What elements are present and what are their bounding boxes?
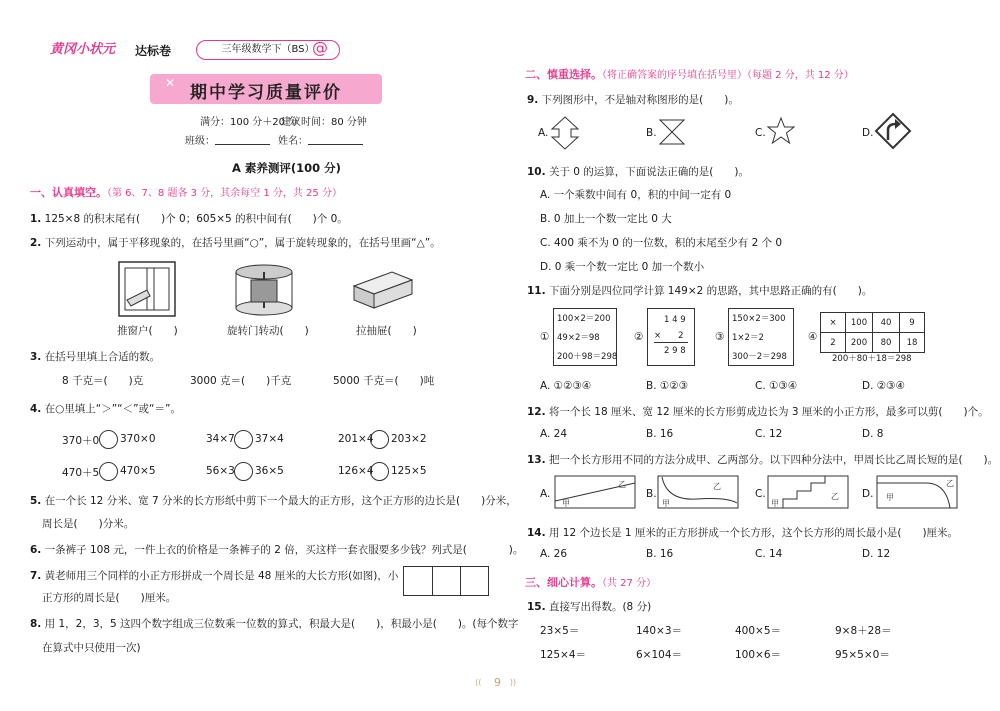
q10-option-c[interactable]: C. 400 乘不为 0 的一位数，积的末尾至少有 2 个 0	[540, 237, 783, 249]
calc-line: 1×2＝2	[732, 333, 764, 343]
grid-cell: 80	[873, 333, 900, 353]
calc-item[interactable]: 125×4＝	[540, 649, 587, 661]
section-1-title: 一、认真填空。（第 6、7、8 题各 3 分，其余每空 1 分，共 25 分）	[30, 186, 342, 199]
spiral-icon: @	[312, 38, 328, 57]
window-illustration	[117, 260, 177, 318]
q4-expr: 125×5	[391, 465, 427, 477]
compare-circle[interactable]	[370, 462, 389, 481]
compare-circle[interactable]	[234, 430, 253, 449]
page-number-decoration: ⟩⟩	[510, 678, 517, 687]
label-jia: 甲	[562, 499, 570, 508]
q13-figure-b	[657, 475, 739, 509]
square-divider	[460, 567, 461, 595]
section-2-title: 二、慎重选择。（将正确答案的序号填在括号里）（每题 2 分，共 12 分）	[525, 68, 854, 81]
grid-cell: ×	[821, 313, 846, 333]
title-banner	[150, 74, 382, 104]
double-arrow-shape	[550, 115, 580, 151]
method-2-number: ②	[634, 331, 644, 343]
question-13: 13. 把一个长方形用不同的方法分成甲、乙两部分。以下四种分法中，甲周长比乙周长短的是( )。	[527, 454, 999, 466]
q12-option-c[interactable]: C. 12	[755, 428, 783, 440]
q12-option-b[interactable]: B. 16	[646, 428, 674, 440]
q4-expr: 203×2	[391, 433, 427, 445]
calc-line: 200＋98＝298	[557, 352, 618, 362]
q4-expr: 126×4	[338, 465, 374, 477]
label-yi: 乙	[618, 480, 626, 489]
question-8: 8. 用 1，2，3，5 这四个数字组成三位数乘一位数的算式，积最大是( )，积最小是( )。(每个数字	[30, 618, 519, 630]
method-4-number: ④	[808, 331, 818, 343]
grade-label: 三年级数学下（BS）	[196, 40, 340, 60]
method-1-card	[553, 308, 617, 366]
calc-rule	[654, 342, 688, 343]
q10-option-d[interactable]: D. 0 乘一个数一定比 0 加一个数小	[540, 261, 705, 273]
q13-option-a[interactable]: A.	[540, 488, 551, 500]
question-8-cont: 在算式中只使用一次)	[42, 642, 141, 654]
question-10: 10. 关于 0 的运算，下面说法正确的是( )。	[527, 166, 750, 178]
q11-option-c[interactable]: C. ①③④	[755, 380, 798, 392]
brand-logo: 黄冈小状元	[50, 42, 116, 57]
q4-expr: 56×3	[206, 465, 235, 477]
score-info: 满分：100 分＋20 分	[200, 117, 299, 128]
page-number-decoration: ⟨⟨	[475, 678, 482, 687]
q14-option-b[interactable]: B. 16	[646, 548, 674, 560]
q4-expr: 36×5	[255, 465, 284, 477]
q7-squares-figure	[403, 566, 489, 596]
question-5-cont: 周长是( )分米。	[42, 518, 135, 530]
compare-circle[interactable]	[99, 430, 118, 449]
q2-item-door: 旋转门转动( )	[227, 325, 309, 337]
q10-option-b[interactable]: B. 0 加上一个数一定比 0 大	[540, 213, 672, 225]
question-5: 5. 在一个长 12 分米、宽 7 分米的长方形纸中剪下一个最大的正方形，这个正方形的边长是( )分米，	[30, 495, 517, 507]
calc-item[interactable]: 6×104＝	[636, 649, 683, 661]
section-a-title: A 素养测评(100 分)	[232, 161, 341, 175]
square-divider	[432, 567, 433, 595]
q3-item-1: 8 千克＝( )克	[62, 375, 144, 387]
q4-expr: 370＋0	[62, 435, 100, 447]
label-jia: 甲	[662, 499, 670, 508]
q4-expr: 370×0	[120, 433, 156, 445]
grid-cell: 200	[846, 333, 873, 353]
method-1-number: ①	[540, 331, 550, 343]
question-9: 9. 下列图形中，不是轴对称图形的是( )。	[527, 94, 739, 106]
q10-option-a[interactable]: A. 一个乘数中间有 0，积的中间一定有 0	[540, 189, 732, 201]
q4-expr: 470＋5	[62, 467, 100, 479]
calc-item[interactable]: 9×8＋28＝	[835, 625, 892, 637]
page-title: 期中学习质量评价	[190, 83, 342, 103]
class-line[interactable]	[215, 144, 270, 145]
q13-figure-c	[767, 475, 849, 509]
calc-line: 100×2＝200	[557, 314, 611, 324]
question-7: 7. 黄老师用三个同样的小正方形拼成一个周长是 48 厘米的大长方形(如图)，小	[30, 570, 399, 582]
question-2: 2. 下列运动中，属于平移现象的，在括号里画“○”，属于旋转现象的，在括号里画“△”。	[30, 237, 441, 249]
q12-option-a[interactable]: A. 24	[540, 428, 568, 440]
calc-item[interactable]: 23×5＝	[540, 625, 580, 637]
q2-item-window: 推窗户( )	[117, 325, 178, 337]
question-3: 3. 在括号里填上合适的数。	[30, 351, 161, 363]
calc-item[interactable]: 95×5×0＝	[835, 649, 890, 661]
calc-line: 150×2＝300	[732, 314, 786, 324]
q13-option-d[interactable]: D.	[862, 488, 874, 500]
question-7-cont: 正方形的周长是( )厘米。	[42, 592, 177, 604]
q14-option-d[interactable]: D. 12	[862, 548, 891, 560]
revolving-door-illustration	[233, 262, 295, 318]
q4-expr: 470×5	[120, 465, 156, 477]
star-shape	[766, 116, 796, 146]
drawer-illustration	[352, 268, 414, 312]
calc-line: × 2	[654, 331, 684, 341]
label-yi: 乙	[831, 492, 839, 501]
method-3-card	[728, 308, 794, 366]
label-jia: 甲	[771, 499, 779, 508]
q3-item-2: 3000 克＝( )千克	[190, 375, 292, 387]
q11-option-d[interactable]: D. ②③④	[862, 380, 905, 392]
q12-option-d[interactable]: D. 8	[862, 428, 884, 440]
q14-option-c[interactable]: C. 14	[755, 548, 783, 560]
calc-item[interactable]: 400×5＝	[735, 625, 782, 637]
name-line[interactable]	[308, 144, 363, 145]
method-4-grid	[820, 312, 925, 353]
turn-sign-shape	[874, 112, 912, 150]
calc-line: 2 9 8	[664, 346, 686, 356]
question-4: 4. 在○里填上“＞”“＜”或“＝”。	[30, 403, 181, 415]
q13-figure-d	[876, 475, 958, 509]
q13-option-c[interactable]: C.	[755, 488, 766, 500]
compare-circle[interactable]	[370, 430, 389, 449]
method-4-sum: 200＋80＋18＝298	[832, 354, 912, 364]
method-3-number: ③	[715, 331, 725, 343]
grid-cell: 40	[873, 313, 900, 333]
q4-expr: 201×4	[338, 433, 374, 445]
hourglass-shape	[658, 118, 686, 146]
grid-cell: 2	[821, 333, 846, 353]
grid-cell: 100	[846, 313, 873, 333]
calc-item[interactable]: 140×3＝	[636, 625, 683, 637]
q4-expr: 34×7	[206, 433, 235, 445]
calc-item[interactable]: 100×6＝	[735, 649, 782, 661]
question-6: 6. 一条裤子 108 元，一件上衣的价格是一条裤子的 2 倍，买这样一套衣服要多少钱？列式是( )。	[30, 544, 524, 556]
section-3-title: 三、细心计算。（共 27 分）	[525, 576, 657, 589]
label-yi: 乙	[946, 479, 954, 488]
page-number: 9	[494, 676, 501, 689]
q9-option-c[interactable]: C.	[755, 127, 766, 139]
q14-option-a[interactable]: A. 26	[540, 548, 568, 560]
time-info: 建议时间：80 分钟	[281, 117, 367, 128]
grid-cell: 18	[900, 333, 925, 353]
q9-option-b[interactable]: B.	[646, 127, 657, 139]
q4-expr: 37×4	[255, 433, 284, 445]
question-12: 12. 将一个长 18 厘米、宽 12 厘米的长方形剪成边长为 3 厘米的小正方形，最多可以剪( )个。	[527, 406, 989, 418]
question-11: 11. 下面分别是四位同学计算 149×2 的思路，其中思路正确的有( )。	[527, 285, 873, 297]
label-jia: 甲	[886, 493, 894, 502]
q9-option-a[interactable]: A.	[538, 127, 549, 139]
q13-figure-a	[554, 475, 636, 509]
question-1: 1. 125×8 的积末尾有( )个 0；605×5 的积中间有( )个 0。	[30, 213, 348, 225]
calc-line: 300－2＝298	[732, 352, 787, 362]
q11-option-a[interactable]: A. ①②③④	[540, 380, 592, 392]
name-label: 姓名：	[278, 136, 308, 147]
series-name: 达标卷	[135, 44, 172, 58]
q13-option-b[interactable]: B.	[646, 488, 657, 500]
star-icon: ✕	[165, 76, 176, 90]
question-15: 15. 直接写出得数。(8 分)	[527, 601, 652, 613]
q2-item-drawer: 拉抽屉( )	[356, 325, 417, 337]
method-2-card	[647, 308, 695, 366]
q11-option-b[interactable]: B. ①②③	[646, 380, 689, 392]
calc-line: 49×2＝98	[557, 333, 600, 343]
grid-cell: 9	[900, 313, 925, 333]
compare-circle[interactable]	[234, 462, 253, 481]
class-label: 班级：	[185, 136, 215, 147]
calc-line: 1 4 9	[664, 315, 686, 325]
question-14: 14. 用 12 个边长是 1 厘米的正方形拼成一个长方形，这个长方形的周长最小是( )厘米。	[527, 527, 959, 539]
compare-circle[interactable]	[99, 462, 118, 481]
q9-option-d[interactable]: D.	[862, 127, 874, 139]
q3-item-3: 5000 千克＝( )吨	[333, 375, 435, 387]
label-yi: 乙	[713, 482, 721, 491]
